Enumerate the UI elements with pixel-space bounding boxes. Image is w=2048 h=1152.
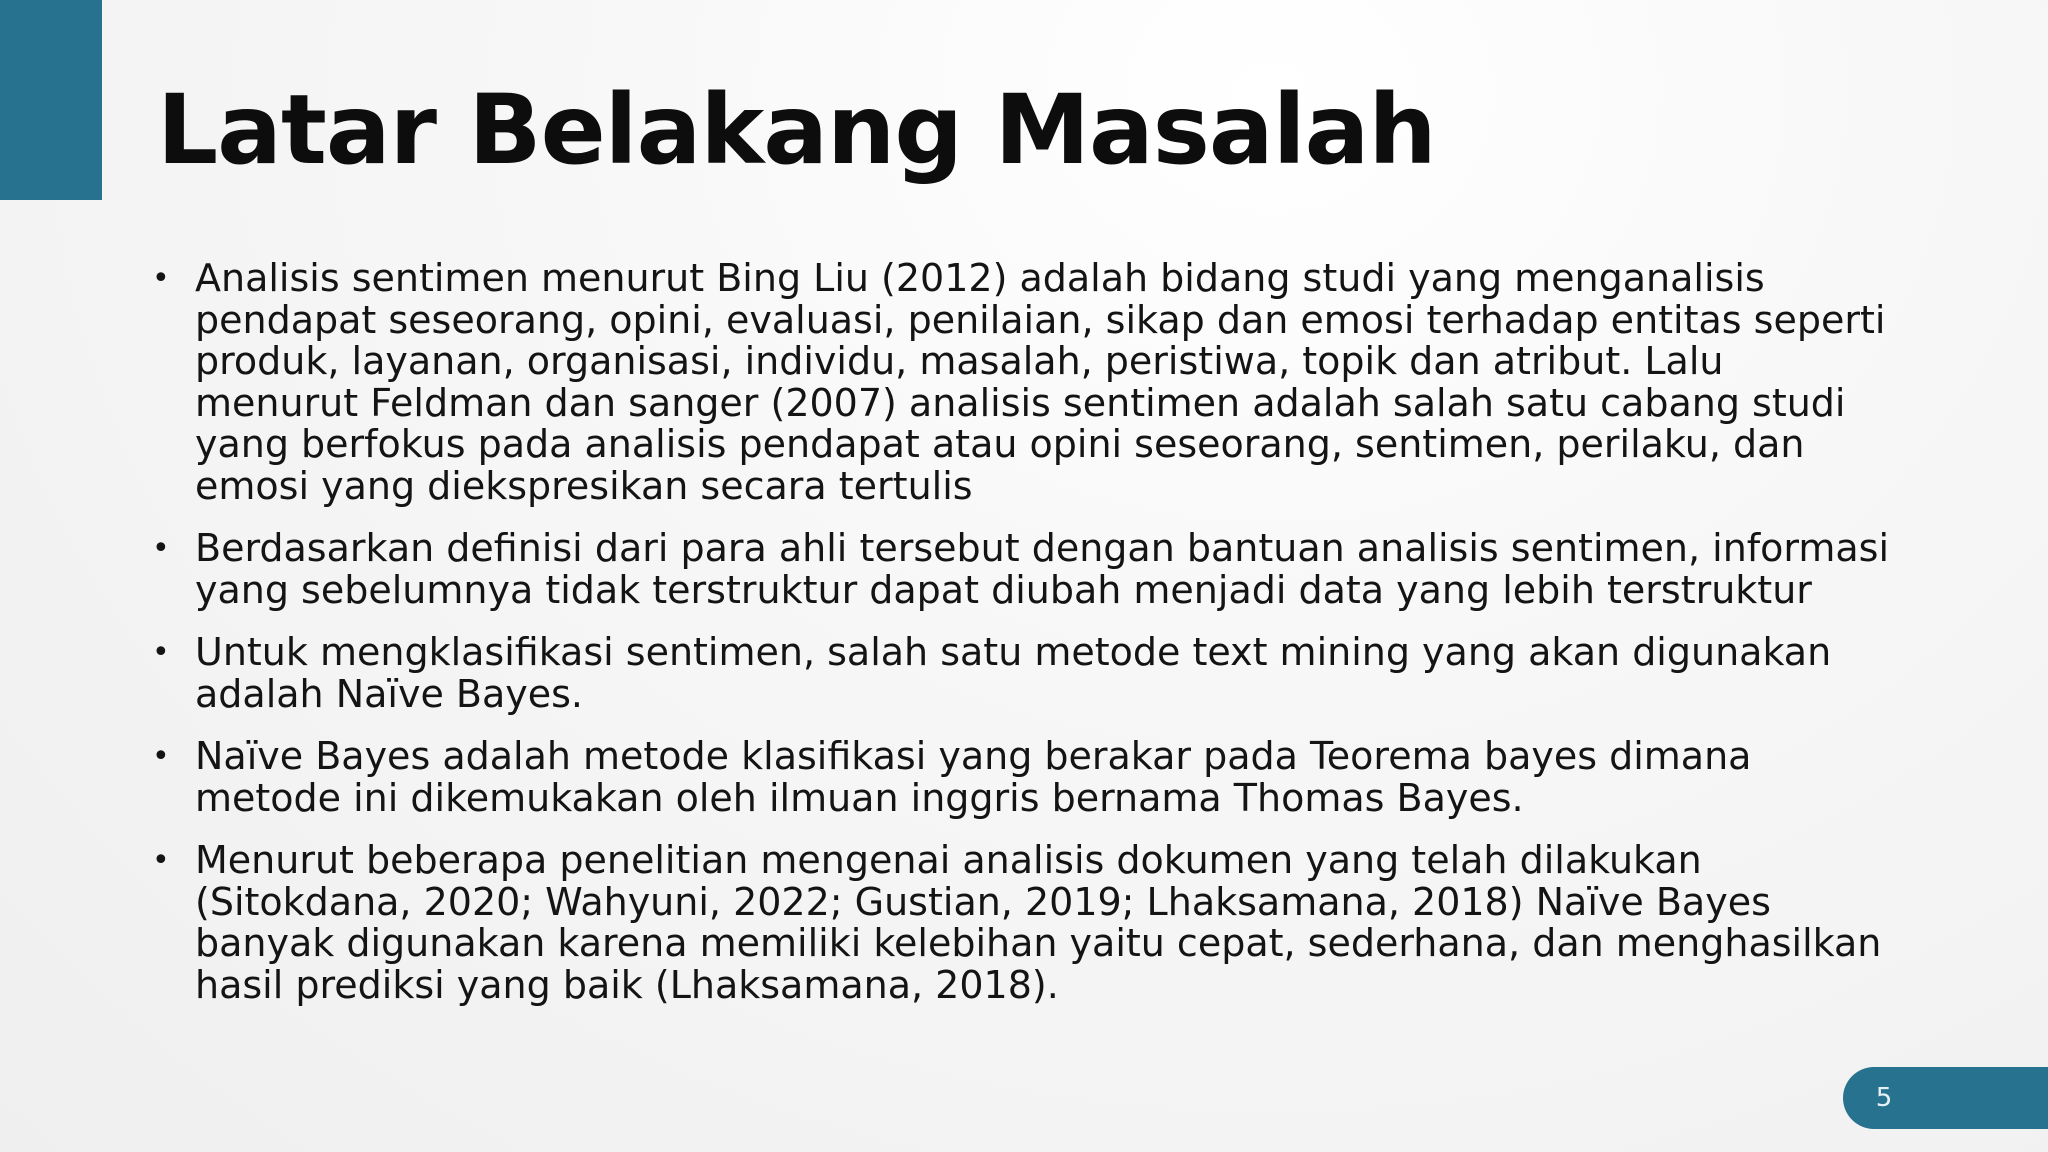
page-number: 5 [1875,1083,1893,1113]
bullet-glyph: • [152,531,170,566]
bullet-item [152,528,1897,611]
bullet-text: Analisis sentimen menurut Bing Liu (2012) adalah bidang studi yang menganalisis pendapat seseorang, opini, evaluasi, penilaian, sikap dan emosi terhadap entitas seperti produk, layanan, organisasi, individu, masalah, peristiwa, topik dan atribut. Lalu menurut Feldman dan sanger (2007) analisis sentimen adalah salah satu cabang studi yang berfokus pada analisis pendapat atau opini seseorang, sentimen, perilaku, dan emosi yang diekspresikan secara tertulis [195,256,1886,508]
bullet-text: Naïve Bayes adalah metode klasifikasi yang berakar pada Teorema bayes dimana metode ini dikemukakan oleh ilmuan inggris bernama Thomas Bayes. [195,734,1752,820]
accent-block [0,0,102,200]
bullet-glyph: • [152,261,170,296]
bullet-glyph: • [152,739,170,774]
bullet-item [152,840,1897,1006]
bullet-item [152,632,1897,715]
bullet-glyph: • [152,843,170,878]
bullet-list [152,258,1897,1027]
bullet-text: Berdasarkan definisi dari para ahli tersebut dengan bantuan analisis sentimen, informasi yang sebelumnya tidak terstruktur dapat diubah menjadi data yang lebih terstruktur [195,526,1890,612]
bullet-item [152,736,1897,819]
bullet-text: Untuk mengklasifikasi sentimen, salah satu metode text mining yang akan digunakan adalah Naïve Bayes. [195,630,1832,716]
bullet-text: Menurut beberapa penelitian mengenai analisis dokumen yang telah dilakukan (Sitokdana, 2020; Wahyuni, 2022; Gustian, 2019; Lhaksamana, 2018) Naïve Bayes banyak digunakan karena memiliki kelebihan yaitu cepat, sederhana, dan menghasilkan hasil prediksi yang baik (Lhaksamana, 2018). [195,838,1882,1007]
slide-title: Latar Belakang Masalah [157,74,1436,186]
bullet-item [152,258,1897,507]
bullet-glyph: • [152,635,170,670]
